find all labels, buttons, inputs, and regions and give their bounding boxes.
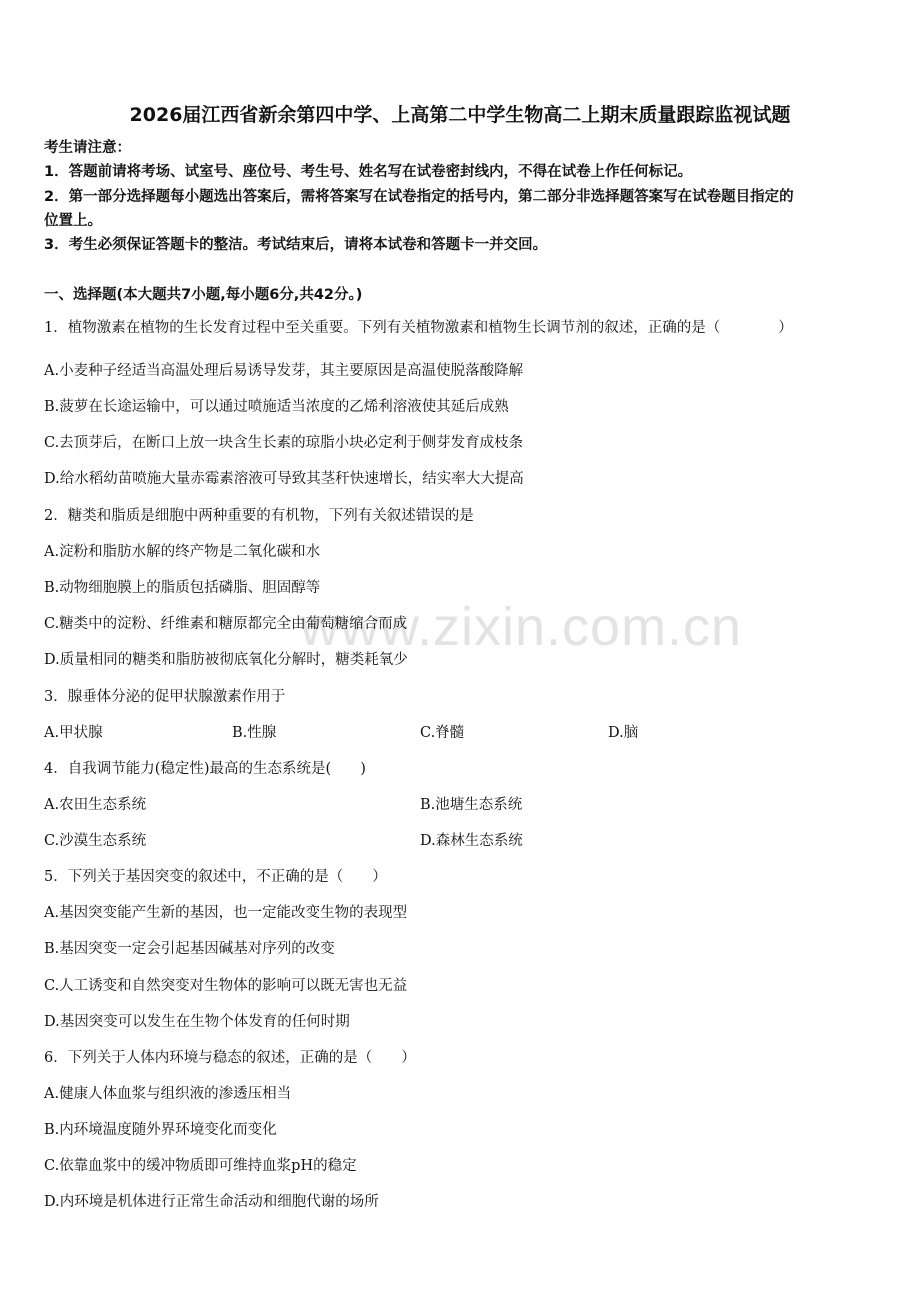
notice-item-1: 1．答题前请将考场、试室号、座位号、考生号、姓名写在试卷密封线内，不得在试卷上作任何标记。 xyxy=(44,164,693,180)
question-5-option-c: C.人工诱变和自然突变对生物体的影响可以既无害也无益 xyxy=(44,978,408,994)
question-2-option-d: D.质量相同的糖类和脂肪被彻底氧化分解时，糖类耗氧少 xyxy=(44,652,408,668)
notice-item-2: 2．第一部分选择题每小题选出答案后，需将答案写在试卷指定的括号内，第二部分非选择题答案写在试卷题目指定的 xyxy=(44,189,794,205)
question-2-option-b: B.动物细胞膜上的脂质包括磷脂、胆固醇等 xyxy=(44,580,321,596)
notice-item-2-cont: 位置上。 xyxy=(44,213,102,229)
question-5-option-b: B.基因突变一定会引起基因碱基对序列的改变 xyxy=(44,941,335,957)
question-1-option-b: B.菠萝在长途运输中，可以通过喷施适当浓度的乙烯利溶液使其延后成熟 xyxy=(44,399,509,415)
question-4-option-c: C.沙漠生态系统 xyxy=(44,833,147,849)
question-4-option-d: D.森林生态系统 xyxy=(420,833,523,849)
question-3-option-b: B.性腺 xyxy=(232,725,277,741)
question-6-option-b: B.内环境温度随外界环境变化而变化 xyxy=(44,1122,277,1138)
page-title: 2026届江西省新余第四中学、上高第二中学生物高二上期末质量跟踪监视试题 xyxy=(129,104,791,126)
question-1-option-c: C.去顶芽后，在断口上放一块含生长素的琼脂小块必定利于侧芽发育成枝条 xyxy=(44,435,524,451)
question-3-option-d: D.脑 xyxy=(608,725,639,741)
question-5-stem: 5．下列关于基因突变的叙述中，不正确的是（ ） xyxy=(44,869,387,885)
question-2-option-a: A.淀粉和脂肪水解的终产物是二氧化碳和水 xyxy=(44,544,321,560)
question-4-option-a: A.农田生态系统 xyxy=(44,797,147,813)
watermark: www.zixin.com.cn xyxy=(300,597,743,657)
question-3-option-c: C.脊髓 xyxy=(420,725,465,741)
question-6-stem: 6．下列关于人体内环境与稳态的叙述，正确的是（ ） xyxy=(44,1050,416,1066)
question-2-option-c: C.糖类中的淀粉、纤维素和糖原都完全由葡萄糖缩合而成 xyxy=(44,616,408,632)
question-3-option-a: A.甲状腺 xyxy=(44,725,103,741)
question-5-option-a: A.基因突变能产生新的基因，也一定能改变生物的表现型 xyxy=(44,905,408,921)
question-6-option-d: D.内环境是机体进行正常生命活动和细胞代谢的场所 xyxy=(44,1194,379,1210)
question-1-stem: 1．植物激素在植物的生长发育过程中至关重要。下列有关植物激素和植物生长调节剂的叙述，正确的是（ ） xyxy=(44,320,793,336)
question-3-stem: 3．腺垂体分泌的促甲状腺激素作用于 xyxy=(44,689,286,705)
notice-item-3: 3．考生必须保证答题卡的整洁。考试结束后，请将本试卷和答题卡一并交回。 xyxy=(44,237,548,253)
section-title: 一、选择题(本大题共7小题,每小题6分,共42分。) xyxy=(44,287,363,303)
question-4-option-b: B.池塘生态系统 xyxy=(420,797,523,813)
question-2-stem: 2．糖类和脂质是细胞中两种重要的有机物，下列有关叙述错误的是 xyxy=(44,508,474,524)
question-5-option-d: D.基因突变可以发生在生物个体发育的任何时期 xyxy=(44,1014,350,1030)
question-1-option-d: D.给水稻幼苗喷施大量赤霉素溶液可导致其茎秆快速增长，结实率大大提高 xyxy=(44,471,524,487)
question-6-option-a: A.健康人体血浆与组织液的渗透压相当 xyxy=(44,1086,292,1102)
question-6-option-c: C.依靠血浆中的缓冲物质即可维持血浆pH的稳定 xyxy=(44,1158,357,1174)
question-4-stem: 4．自我调节能力(稳定性)最高的生态系统是( ) xyxy=(44,761,366,777)
question-1-option-a: A.小麦种子经适当高温处理后易诱导发芽，其主要原因是高温使脱落酸降解 xyxy=(44,363,524,379)
notice-heading: 考生请注意： xyxy=(44,140,131,156)
